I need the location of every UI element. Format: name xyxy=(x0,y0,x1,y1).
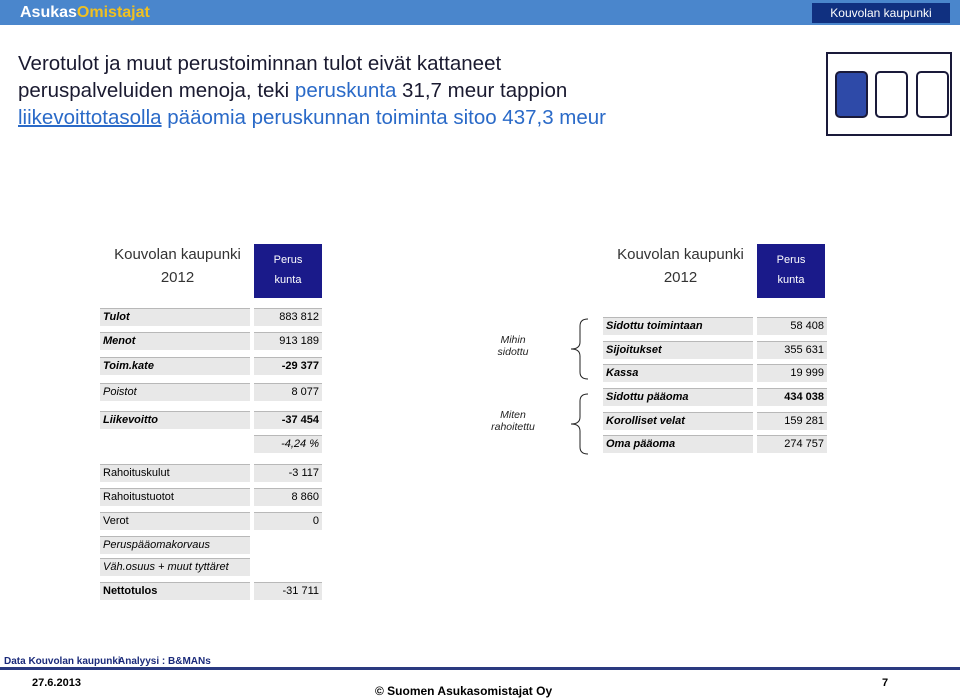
row-label: Nettotulos xyxy=(100,582,250,600)
slide-title xyxy=(18,50,778,131)
footer-date: 27.6.2013 xyxy=(32,677,81,689)
row-value-percent: -4,24 % xyxy=(254,435,322,453)
right-header-city-name: Kouvolan kaupunki xyxy=(617,246,744,263)
brand-part1: Asukas xyxy=(20,4,77,21)
right-header-perus-box xyxy=(757,244,825,298)
footer-data-source: Data Kouvolan kaupunki xyxy=(4,656,121,667)
brand-part2: Omistajat xyxy=(76,4,150,21)
row-value: -3 117 xyxy=(254,464,322,482)
footer-page-number: 7 xyxy=(882,677,889,689)
row-label: Liikevoitto xyxy=(100,411,250,429)
row-label: Rahoitustuotot xyxy=(100,488,250,506)
row-value: 19 999 xyxy=(757,364,827,382)
row-label: Väh.osuus + muut tyttäret xyxy=(100,558,250,576)
row-label: Rahoituskulut xyxy=(100,464,250,482)
miten-line-1: Miten xyxy=(500,409,526,421)
row-label: Menot xyxy=(100,332,250,350)
row-label: Poistot xyxy=(100,383,250,401)
left-header-city-name: Kouvolan kaupunki xyxy=(114,246,241,263)
row-value: 159 281 xyxy=(757,412,827,430)
row-value: 913 189 xyxy=(254,332,322,350)
row-value: 8 860 xyxy=(254,488,322,506)
title-line-3-highlight: liikevoittotasolla xyxy=(18,106,162,129)
row-label: Peruspääomakorvaus xyxy=(100,536,250,554)
title-line-3 xyxy=(18,104,778,131)
left-header-kunta: kunta xyxy=(274,274,302,286)
title-line-2-a: peruspalveluiden menoja, teki xyxy=(18,79,295,102)
right-header-year: 2012 xyxy=(663,269,698,286)
row-value: -31 711 xyxy=(254,582,322,600)
row-label: Oma pääoma xyxy=(603,435,753,453)
label-miten-rahoitettu xyxy=(478,409,548,433)
logo-box-outline xyxy=(916,71,949,118)
right-header-city xyxy=(608,244,753,288)
row-value: 0 xyxy=(254,512,322,530)
row-label: Toim.kate xyxy=(100,357,250,375)
left-header-perus: Perus xyxy=(273,254,303,266)
mihin-line-1: Mihin xyxy=(500,334,526,346)
row-label: Sidottu toimintaan xyxy=(603,317,753,335)
company-logo xyxy=(826,52,952,136)
title-line-2-highlight: peruskunta xyxy=(294,79,397,102)
miten-line-2: rahoitettu xyxy=(491,421,535,433)
logo-box-outline xyxy=(875,71,908,118)
footer-divider xyxy=(0,667,960,670)
row-value: -37 454 xyxy=(254,411,322,429)
row-value: 434 038 xyxy=(757,388,827,406)
row-label: Verot xyxy=(100,512,250,530)
left-header-city xyxy=(105,244,250,288)
left-header-perus-box xyxy=(254,244,322,298)
row-value: 8 077 xyxy=(254,383,322,401)
footer-analysis: Analyysi : B&MANs xyxy=(118,656,211,667)
right-header-kunta: kunta xyxy=(777,274,805,286)
logo-box-filled xyxy=(835,71,868,118)
row-value: 274 757 xyxy=(757,435,827,453)
title-line-3-b: pääomia peruskunnan toiminta sitoo 437,3 meur xyxy=(161,106,607,129)
row-label: Kassa xyxy=(603,364,753,382)
left-header-year: 2012 xyxy=(160,269,195,286)
title-line-1: Verotulot ja muut perustoiminnan tulot eivät kattaneet xyxy=(18,52,502,75)
label-mihin-sidottu xyxy=(478,334,548,358)
title-line-2 xyxy=(18,77,778,104)
row-value: 883 812 xyxy=(254,308,322,326)
row-label: Tulot xyxy=(100,308,250,326)
row-value: 355 631 xyxy=(757,341,827,359)
right-header-perus: Perus xyxy=(776,254,806,266)
mihin-line-2: sidottu xyxy=(497,346,529,358)
row-label: Sidottu pääoma xyxy=(603,388,753,406)
row-value: -29 377 xyxy=(254,357,322,375)
organization-tag: Kouvolan kaupunki xyxy=(812,3,950,23)
left-brace-icon xyxy=(568,318,590,380)
title-line-2-c: 31,7 meur tappion xyxy=(396,79,568,102)
left-brace-icon xyxy=(568,393,590,455)
row-label: Korolliset velat xyxy=(603,412,753,430)
footer-copyright: © Suomen Asukasomistajat Oy xyxy=(375,684,553,698)
row-value: 58 408 xyxy=(757,317,827,335)
brand-logo-text xyxy=(20,0,150,25)
row-label: Sijoitukset xyxy=(603,341,753,359)
